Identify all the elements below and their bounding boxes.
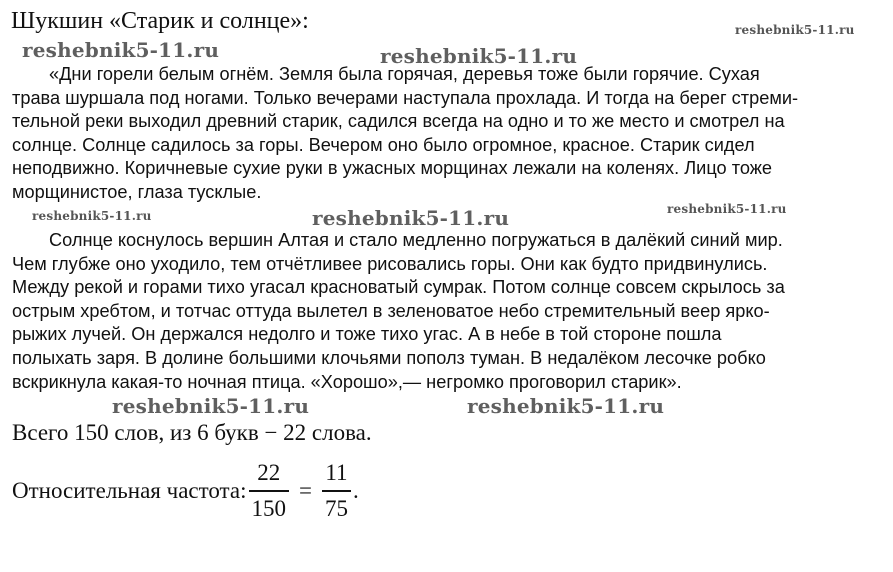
fraction-bar (322, 490, 351, 492)
fraction-bar (249, 490, 290, 492)
fraction-22-150 (249, 459, 290, 523)
period: . (352, 478, 359, 503)
watermark: reshebnik5-11.ru (380, 44, 578, 68)
text-line: Чем глубже оно уходило, тем отчётливее рисовались горы. Они как будто придвинулись. (12, 253, 768, 274)
text-line: острым хребтом, и тотчас оттуда вылетел в зеленоватое небо стремительный веер ярко- (12, 300, 770, 321)
watermark: reshebnik5-11.ru (735, 23, 855, 37)
watermark: reshebnik5-11.ru (312, 206, 510, 230)
frequency-label: Относительная частота: (12, 478, 247, 503)
watermark: reshebnik5-11.ru (112, 394, 310, 418)
watermark: reshebnik5-11.ru (22, 38, 220, 62)
text-line: трава шуршала под ногами. Только вечерами наступала прохлада. И тогда на берег стреми- (12, 87, 799, 108)
text-line: Между рекой и горами тихо угасал красноватый сумрак. Потом солнце совсем скрылось за (12, 277, 785, 298)
equals-sign: = (299, 478, 312, 503)
word-count-summary: Всего 150 слов, из 6 букв − 22 слова. (12, 420, 372, 445)
text-line: рыжих лучей. Он держался недолго и тоже тихо угас. А в небе в той стороне пошла (12, 324, 722, 345)
denominator: 75 (324, 495, 348, 521)
numerator: 22 (257, 460, 281, 486)
text-line: тельной реки выходил древний старик, садился всегда на одно и то же место и смотрел на (12, 111, 785, 132)
denominator: 150 (251, 495, 286, 521)
watermark: reshebnik5-11.ru (667, 202, 787, 216)
document-title: Шукшин «Старик и солнце»: (11, 8, 309, 34)
paragraph-1 (12, 63, 886, 205)
text-line: «Дни горели белым огнём. Земля была горячая, деревья тоже были горячие. Сухая (49, 64, 760, 84)
paragraph-2 (12, 229, 886, 394)
text-line: вскрикнула какая-то ночная птица. «Хорошо»,— негромко проговорил старик». (12, 371, 682, 392)
watermark: reshebnik5-11.ru (32, 209, 152, 223)
numerator: 11 (325, 460, 348, 486)
text-line: морщинистое, глаза тусклые. (12, 181, 262, 202)
watermark: reshebnik5-11.ru (467, 394, 665, 418)
fraction-11-75 (322, 459, 351, 523)
text-line: неподвижно. Коричневые сухие руки в ужасных морщинах лежали на коленях. Лицо тоже (12, 158, 773, 179)
relative-frequency (12, 456, 359, 526)
text-line: Солнце коснулось вершин Алтая и стало медленно погружаться в далёкий синий мир. (49, 230, 783, 250)
text-line: солнце. Солнце садилось за горы. Вечером оно было огромное, красное. Старик сидел (12, 134, 755, 155)
text-line: полыхать заря. В долине большими клочьями пополз туман. В недалёком лесочке робко (12, 347, 766, 368)
